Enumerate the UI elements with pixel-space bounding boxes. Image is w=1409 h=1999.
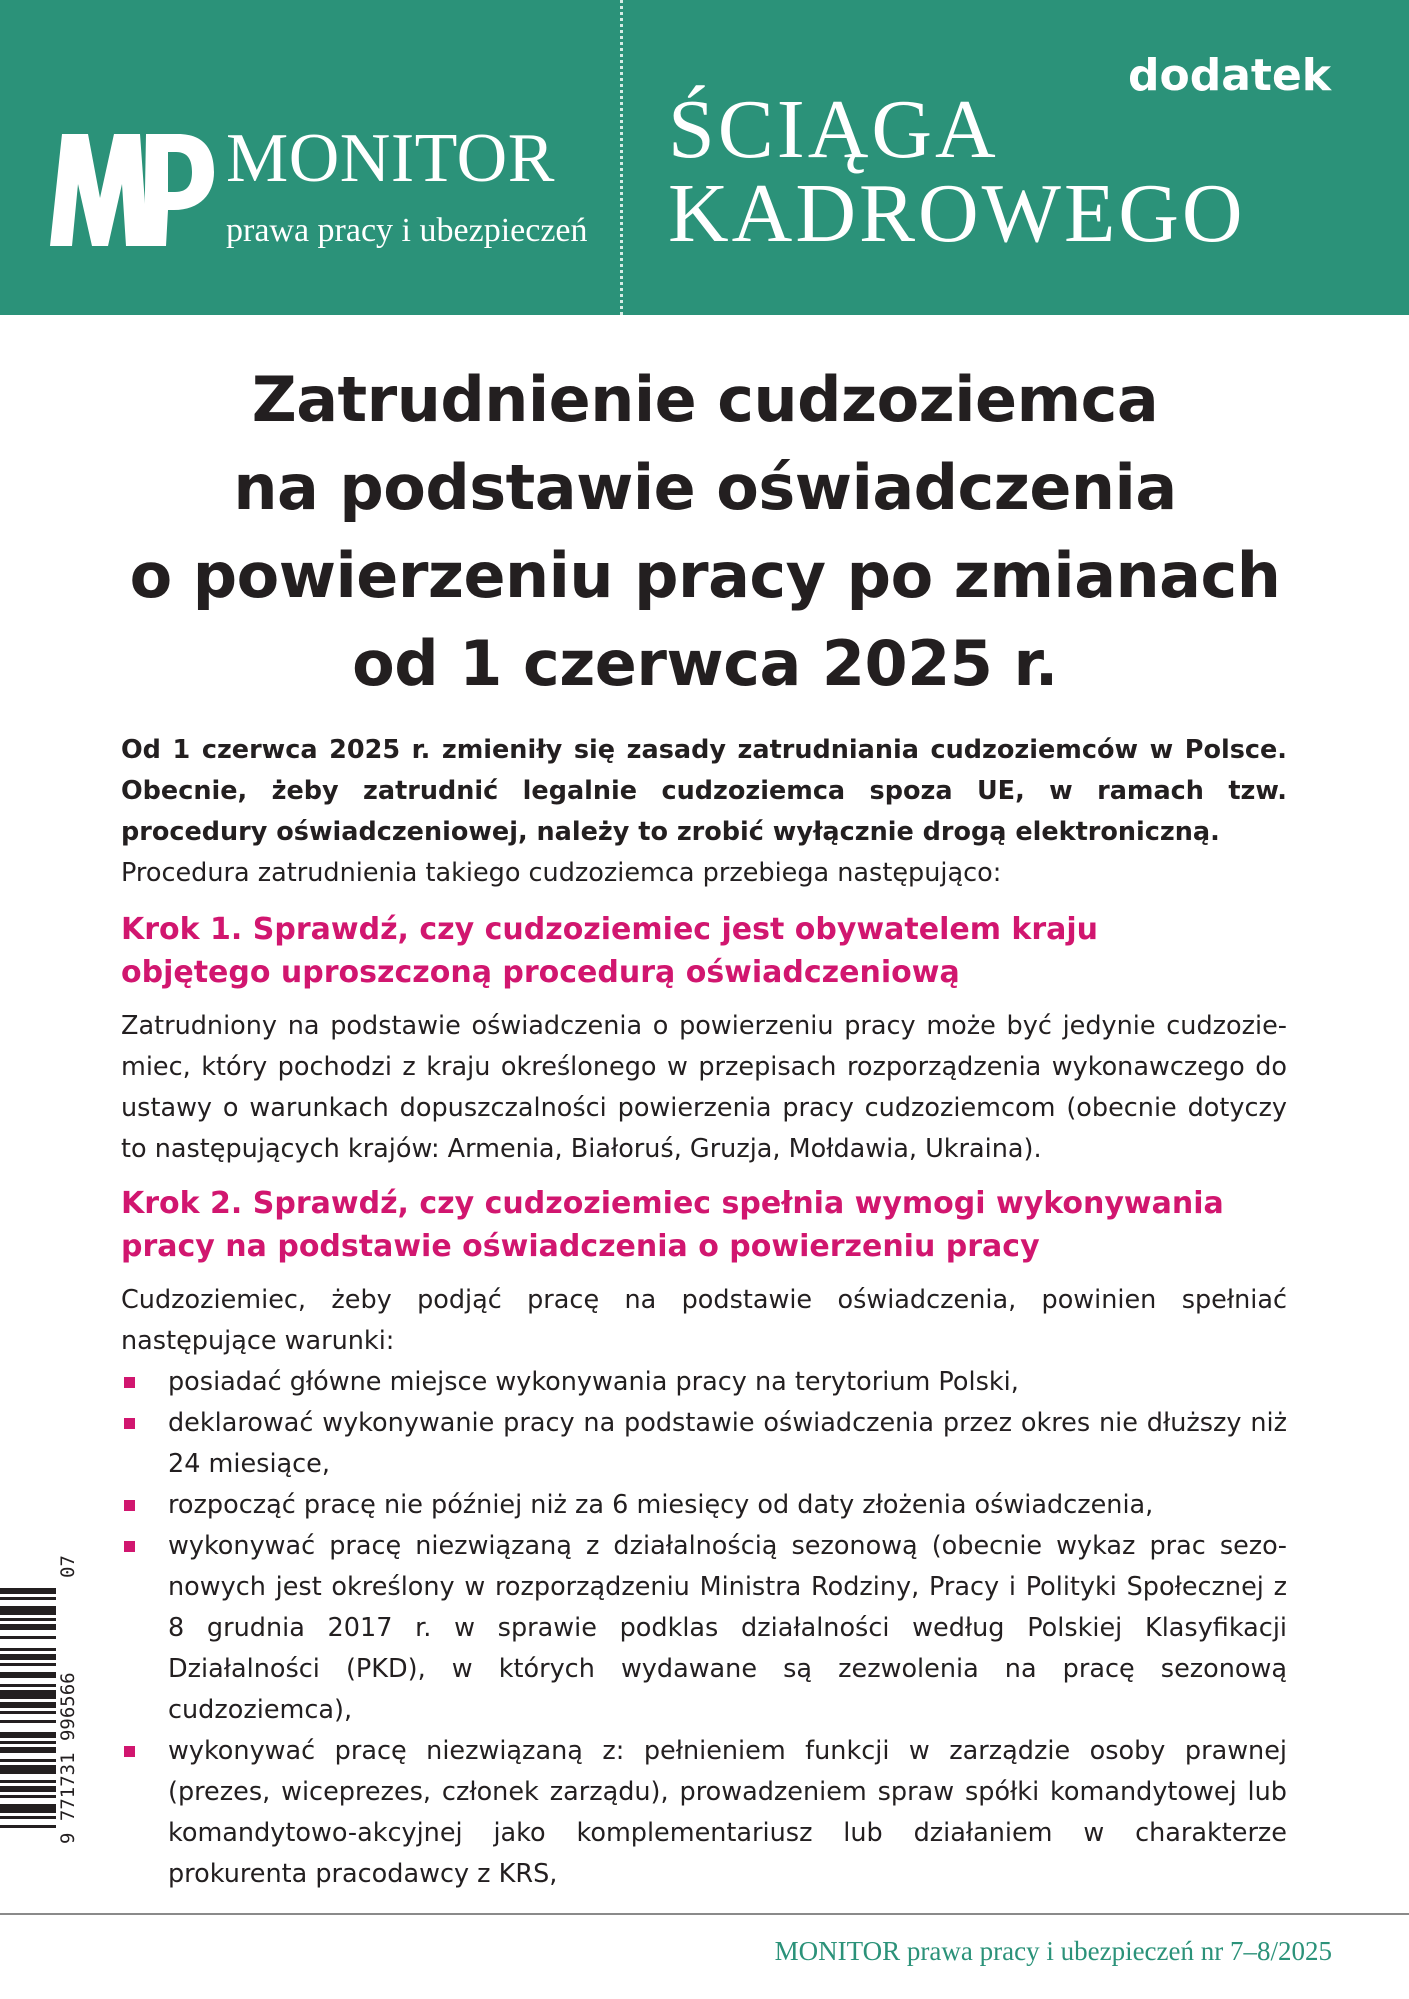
square-bullet-icon (124, 1500, 135, 1511)
barcode-bar (0, 1747, 56, 1753)
barcode-bar (0, 1741, 56, 1744)
barcode-bar (0, 1597, 56, 1600)
barcode-bar (0, 1654, 56, 1660)
list-item-text: posiadać główne miejsce wykonywania pracy na terytorium Polski, (168, 1367, 1019, 1397)
supplement-title-line-2: KADROWEGO (668, 167, 1246, 260)
square-bullet-icon (124, 1377, 135, 1388)
step-1-heading-line: objętego uproszczoną procedurą oświadczeniową (121, 955, 960, 990)
step-2-heading (121, 1182, 1287, 1268)
barcode-bar (0, 1618, 56, 1621)
list-item (121, 1403, 1287, 1485)
list-item (121, 1526, 1287, 1731)
step-1-heading (121, 908, 1287, 994)
barcode-bar (0, 1702, 56, 1708)
barcode-bar (0, 1780, 56, 1783)
step-2-heading-line: Krok 2. Sprawdź, czy cudzoziemiec spełnia wymogi wykonywania (121, 1186, 1224, 1221)
barcode-bar (0, 1720, 56, 1723)
list-item (121, 1362, 1287, 1403)
barcode-bar (0, 1648, 56, 1651)
step-1-heading-line: Krok 1. Sprawdź, czy cudzoziemiec jest obywatelem kraju (121, 912, 1099, 947)
barcode-bar (0, 1759, 56, 1762)
step-2-heading-line: pracy na podstawie oświadczenia o powierzeniu pracy (121, 1229, 1040, 1264)
barcode-bar (0, 1624, 56, 1630)
article-title-line: Zatrudnienie cudzoziemca (251, 363, 1159, 436)
barcode-bar (0, 1663, 56, 1666)
square-bullet-icon (124, 1541, 135, 1552)
article-title-line: od 1 czerwca 2025 r. (352, 627, 1058, 700)
requirements-list (121, 1362, 1287, 1895)
barcode-bar (0, 1672, 56, 1678)
barcode-bar (0, 1795, 56, 1798)
list-item (121, 1731, 1287, 1895)
barcode-issue-code: 07 (57, 1555, 79, 1578)
list-item (121, 1485, 1287, 1526)
barcode-bar (0, 1804, 56, 1813)
article-lead: Od 1 czerwca 2025 r. zmieniły się zasady zatrudniania cudzoziemców w Polsce. Obecnie, żeby zatrudnić legalnie cudzoziemca spoza UE, w ramach tzw. procedury oświadczeniowej, należy to zrobić wyłącznie drogą elektroniczną. (121, 735, 1287, 847)
step-1-text: Zatrudniony na podstawie oświadczenia o powierzeniu pracy może być jedynie cudzoziemiec, który pochodzi z kraju określonego w przepisach rozporządzenia wykonawczego do ustawy o warunkach dopuszczalności powierzenia pracy cudzoziemcom (obecnie dotyczy to następujących krajów: Armenia, Białoruś, Gruzja, Mołdawia, Ukraina). (121, 1011, 1287, 1164)
barcode-digits: 9 771731 996566 (57, 1672, 79, 1844)
barcode-bar (0, 1732, 56, 1738)
article-title (60, 356, 1350, 708)
header-divider (620, 0, 623, 315)
square-bullet-icon (124, 1746, 135, 1757)
list-item-text: wykonywać pracę niezwiązaną z działalnością sezonową (obecnie wykaz prac sezonowych jest określony w rozporządzeniu Ministra Rodziny, Pracy i Polityki Społecznej z 8 grudnia 2017 r. w sprawie podklas działalności według Polskiej Klasyfikacji Działalności (PKD), w których wydawane są zezwolenia na pracę sezonową cudzoziemca), (168, 1531, 1287, 1725)
article-title-line: na podstawie oświadczenia (233, 451, 1177, 524)
barcode-bar (0, 1711, 56, 1714)
list-item-text: wykonywać pracę niezwiązaną z: pełnieniem funkcji w zarządzie osoby prawnej (prezes, wiceprezes, członek zarządu), prowadzeniem spraw spółki komandytowej lub komandytowo-akcyjnej jako komplementariusz lub działaniem w charakterze prokurenta pracodawcy z KRS, (168, 1736, 1287, 1889)
barcode-bar (0, 1765, 56, 1774)
footer-issue-info: MONITOR prawa pracy i ubezpieczeń nr 7–8/2025 (774, 1936, 1332, 1966)
square-bullet-icon (124, 1418, 135, 1429)
brand-name: MONITOR (226, 120, 555, 197)
barcode-bar (0, 1588, 56, 1594)
mp-logo-mark (48, 128, 214, 248)
masthead (0, 0, 1409, 315)
procedure-intro: Procedura zatrudnienia takiego cudzoziemca przebiega następująco: (121, 858, 1002, 888)
barcode-bar (0, 1636, 56, 1639)
list-item-text: deklarować wykonywanie pracy na podstawie oświadczenia przez okres nie dłuższy niż 24 miesiące, (168, 1408, 1287, 1479)
article-body (121, 730, 1287, 1895)
barcode-bar (0, 1606, 56, 1615)
step-2-text: Cudzoziemiec, żeby podjąć pracę na podstawie oświadczenia, powinien spełniać następujące warunki: (121, 1285, 1287, 1356)
article-title-line: o powierzeniu pracy po zmianach (129, 539, 1281, 612)
barcode (0, 1548, 80, 1848)
barcode-bar (0, 1684, 56, 1687)
barcode-bar (0, 1690, 56, 1699)
supplement-badge: dodatek (1128, 50, 1332, 101)
barcode-bar (0, 1786, 56, 1792)
brand-subtitle: prawa pracy i ubezpieczeń (226, 212, 588, 249)
barcode-bar (0, 1816, 56, 1819)
supplement-title-line-1: ŚCIĄGA (668, 83, 999, 176)
barcode-bars (0, 1588, 56, 1828)
barcode-bar (0, 1825, 56, 1828)
footer-rule (0, 1913, 1409, 1915)
list-item-text: rozpocząć pracę nie później niż za 6 miesięcy od daty złożenia oświadczenia, (168, 1490, 1154, 1520)
